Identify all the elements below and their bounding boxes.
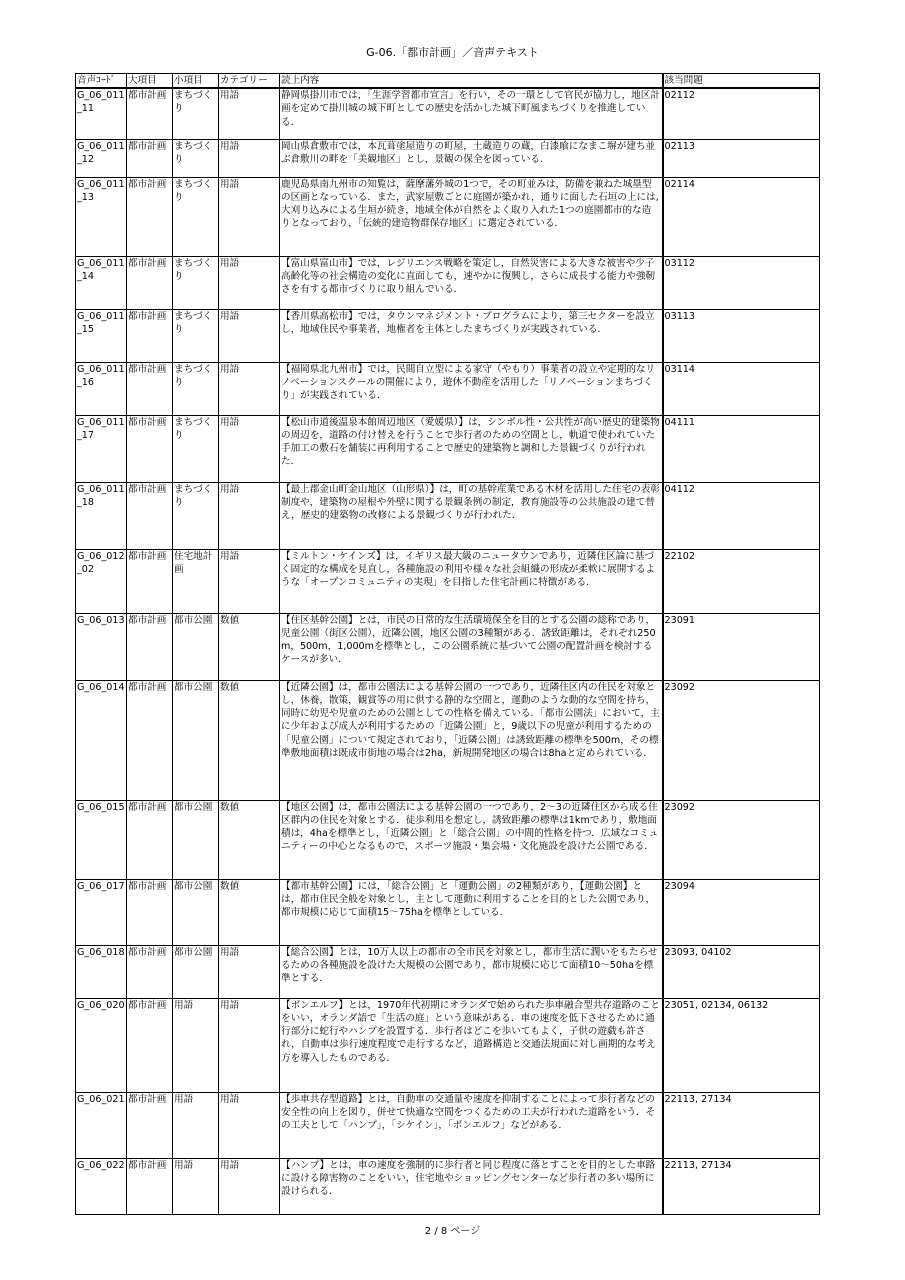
- cell-related-problem: 02113: [663, 139, 820, 177]
- cell-minor-item: 都市公園: [173, 800, 219, 879]
- cell-minor-item: まちづくり: [173, 139, 219, 177]
- cell-reading-content: 【ハンプ】とは，車の速度を強制的に歩行者と同じ程度に落とすことを目的とした車路に設ける障害物のことをいい，住宅地やショッピングセンターなど歩行者の多い場所に設けられる．: [280, 1158, 663, 1214]
- cell-reading-content: 【住区基幹公園】とは，市民の日常的な生活環境保全を目的とする公園の総称であり，児童公園（街区公園），近隣公園，地区公園の3種類がある．誘致距離は，それぞれ250m，500m，1,000mを標準とし，この公園系統に基づいて公園の配置計画を検討するケースが多い．: [280, 613, 663, 680]
- cell-major-item: 都市計画: [127, 139, 173, 177]
- cell-major-item: 都市計画: [127, 256, 173, 309]
- cell-category: 数値: [219, 680, 280, 800]
- table-row: [76, 415, 820, 482]
- cell-related-problem: 23091: [663, 613, 820, 680]
- cell-major-item: 都市計画: [127, 945, 173, 998]
- cell-related-problem: 23092: [663, 800, 820, 879]
- cell-related-problem: 22113, 27134: [663, 1092, 820, 1158]
- cell-minor-item: まちづくり: [173, 88, 219, 139]
- cell-minor-item: まちづくり: [173, 177, 219, 256]
- header-category: カテゴリー: [219, 74, 280, 89]
- header-reading-content: 読上内容: [280, 74, 663, 89]
- cell-major-item: 都市計画: [127, 998, 173, 1092]
- cell-reading-content: 【松山市道後温泉本館周辺地区（愛媛県）】は，シンボル性・公共性が高い歴史的建築物の周辺を，道路の付け替えを行うことで歩行者のための空間とし，軌道で使われていた手加工の敷石を舗装に再利用することで歴史的建築物と調和した景観づくりが行われた．: [280, 415, 663, 482]
- cell-major-item: 都市計画: [127, 88, 173, 139]
- cell-audio-code: G_06_011_13: [76, 177, 127, 256]
- cell-audio-code: G_06_011_14: [76, 256, 127, 309]
- table-row: [76, 1092, 820, 1158]
- table-row: [76, 482, 820, 549]
- cell-minor-item: 用語: [173, 1092, 219, 1158]
- cell-minor-item: 都市公園: [173, 613, 219, 680]
- table-row: [76, 309, 820, 362]
- table-row: [76, 549, 820, 613]
- cell-reading-content: 【ボンエルフ】とは，1970年代初期にオランダで始められた歩車融合型共存道路のことをいい，オランダ語で「生活の庭」という意味がある．車の速度を低下させるために通行部分に蛇行やハンプを設置する．歩行者はどこを歩いてもよく，子供の遊戯も許され，自動車は歩行速度程度で走行するなど，道路構造と交通法規面に対し画期的な考え方を導入したものである．: [280, 998, 663, 1092]
- cell-audio-code: G_06_015: [76, 800, 127, 879]
- cell-minor-item: まちづくり: [173, 482, 219, 549]
- table-row: [76, 362, 820, 415]
- table-row: [76, 1158, 820, 1214]
- cell-major-item: 都市計画: [127, 800, 173, 879]
- table-row: [76, 139, 820, 177]
- cell-reading-content: 鹿児島県南九州市の知覧は，薩摩藩外城の1つで，その町並みは，防備を兼ねた城塁型の区画となっている．また，武家屋敷ごとに庭園が築かれ，通りに面した石垣の上には,大刈り込みによる生垣が続き，地域全体が自然をよく取り入れた1つの庭園都市的な造りとなっており，「伝統的建造物群保存地区」に選定されている．: [280, 177, 663, 256]
- cell-audio-code: G_06_022: [76, 1158, 127, 1214]
- cell-major-item: 都市計画: [127, 1158, 173, 1214]
- cell-related-problem: 04111: [663, 415, 820, 482]
- cell-audio-code: G_06_014: [76, 680, 127, 800]
- cell-related-problem: 03113: [663, 309, 820, 362]
- cell-category: 用語: [219, 177, 280, 256]
- cell-audio-code: G_06_011_12: [76, 139, 127, 177]
- cell-reading-content: 【福岡県北九州市】では，民間自立型による家守（やもり）事業者の設立や定期的なリノベーションスクールの開催により，遊休不動産を活用した「リノベーションまちづくり」が実践されている．: [280, 362, 663, 415]
- header-related-problem: 該当問題: [663, 74, 820, 89]
- cell-major-item: 都市計画: [127, 415, 173, 482]
- cell-minor-item: まちづくり: [173, 415, 219, 482]
- table-row: [76, 800, 820, 879]
- cell-category: 数値: [219, 879, 280, 945]
- table-row: [76, 88, 820, 139]
- cell-major-item: 都市計画: [127, 482, 173, 549]
- cell-category: 用語: [219, 256, 280, 309]
- cell-related-problem: 23094: [663, 879, 820, 945]
- table-header-row: [76, 74, 820, 89]
- header-major-item: 大項目: [127, 74, 173, 89]
- cell-category: 数値: [219, 613, 280, 680]
- cell-major-item: 都市計画: [127, 1092, 173, 1158]
- cell-major-item: 都市計画: [127, 879, 173, 945]
- cell-category: 用語: [219, 482, 280, 549]
- cell-related-problem: 02112: [663, 88, 820, 139]
- cell-category: 用語: [219, 998, 280, 1092]
- cell-audio-code: G_06_012_02: [76, 549, 127, 613]
- cell-category: 用語: [219, 139, 280, 177]
- cell-minor-item: 用語: [173, 1158, 219, 1214]
- cell-reading-content: 【近隣公園】は，都市公園法による基幹公園の一つであり，近隣住区内の住民を対象とし，休養，散策，観賞等の用に供する静的な空間と，運動のような動的な空間を持ち，同時に幼児や児童のための公園としての性格を備えている．「都市公園法」において，主に少年および成人が利用するための「近隣公園」と，9歳以下の児童が利用するための「児童公園」について規定されており，「近隣公園」は誘致距離の標準を500m，その標準敷地面積は既成市街地の場合は2ha，新規開発地区の場合は8haと定められている．: [280, 680, 663, 800]
- cell-reading-content: 【歩車共存型道路】とは，自動車の交通量や速度を抑制することによって歩行者などの安全性の向上を図り，併せて快適な空間をつくるための工夫が行われた道路をいう．その工夫として「ハンプ」，「シケイン」，「ボンエルフ」などがある．: [280, 1092, 663, 1158]
- cell-audio-code: G_06_011_16: [76, 362, 127, 415]
- cell-minor-item: まちづくり: [173, 309, 219, 362]
- cell-major-item: 都市計画: [127, 309, 173, 362]
- cell-audio-code: G_06_021: [76, 1092, 127, 1158]
- cell-related-problem: 22102: [663, 549, 820, 613]
- cell-minor-item: 都市公園: [173, 879, 219, 945]
- cell-major-item: 都市計画: [127, 177, 173, 256]
- cell-minor-item: まちづくり: [173, 362, 219, 415]
- cell-reading-content: 【総合公園】とは，10万人以上の都市の全市民を対象とし，都市生活に潤いをもたらせるための各種施設を設けた大規模の公園であり，都市規模に応じて面積10～50haを標準とする．: [280, 945, 663, 998]
- cell-category: 用語: [219, 1158, 280, 1214]
- table-row: [76, 998, 820, 1092]
- cell-audio-code: G_06_020: [76, 998, 127, 1092]
- cell-related-problem: 22113, 27134: [663, 1158, 820, 1214]
- cell-audio-code: G_06_011_17: [76, 415, 127, 482]
- cell-reading-content: 静岡県掛川市では，「生涯学習都市宣言」を行い，その一環として官民が協力し，地区計画を定めて掛川城の城下町としての歴史を活かした城下町風まちづくりを推進している．: [280, 88, 663, 139]
- table-row: [76, 945, 820, 998]
- cell-reading-content: 【ミルトン・ケインズ】は，イギリス最大級のニュータウンであり，近隣住区論に基づく固定的な構成を見直し，各種施設の利用や様々な社会組織の形成が柔軟に展開するような「オープンコミュニティの実現」を目指した住宅計画に特徴がある．: [280, 549, 663, 613]
- cell-minor-item: 用語: [173, 998, 219, 1092]
- cell-related-problem: 04112: [663, 482, 820, 549]
- header-minor-item: 小項目: [173, 74, 219, 89]
- table-row: [76, 879, 820, 945]
- cell-audio-code: G_06_017: [76, 879, 127, 945]
- cell-reading-content: 【香川県高松市】では，タウンマネジメント・プログラムにより，第三セクターを設立し，地域住民や事業者，地権者を主体としたまちづくりが実践されている．: [280, 309, 663, 362]
- cell-major-item: 都市計画: [127, 362, 173, 415]
- cell-major-item: 都市計画: [127, 613, 173, 680]
- cell-category: 数値: [219, 800, 280, 879]
- page-number: 2 / 8 ページ: [424, 1226, 481, 1237]
- cell-reading-content: 岡山県倉敷市では，本瓦葺塗屋造りの町屋，土蔵造りの蔵，白漆喰になまこ塀が建ち並ぶ倉敷川の畔を「美観地区」とし，景観の保全を図っている．: [280, 139, 663, 177]
- cell-category: 用語: [219, 1092, 280, 1158]
- cell-reading-content: 【都市基幹公園】には，「総合公園」と「運動公園」の2種類があり，【運動公園】とは，都市住民全般を対象とし，主として運動に利用することを目的とした公園であり，都市規模に応じて面積15～75haを標準としている．: [280, 879, 663, 945]
- cell-category: 用語: [219, 549, 280, 613]
- cell-reading-content: 【最上郡金山町金山地区（山形県）】は，町の基幹産業である木材を活用した住宅の表彰制度や，建築物の屋根や外壁に関する景観条例の制定，教育施設等の公共施設の建て替え，歴史的建築物の改修による景観づくりが行われた．: [280, 482, 663, 549]
- cell-related-problem: 23093, 04102: [663, 945, 820, 998]
- cell-audio-code: G_06_011_15: [76, 309, 127, 362]
- table-row: [76, 613, 820, 680]
- cell-category: 用語: [219, 309, 280, 362]
- document-title: G-06.「都市計画」／音声テキスト: [366, 46, 539, 59]
- cell-reading-content: 【地区公園】は，都市公園法による基幹公園の一つであり，2～3の近隣住区から成る住区群内の住民を対象とする．徒歩利用を想定し，誘致距離の標準は1kmであり，敷地面積は，4haを標準とし，「近隣公園」と「総合公園」の中間的性格を持つ．広域なコミュニティーの中心となるもので，スポーツ施設・集会場・文化施設を設けた公園である．: [280, 800, 663, 879]
- cell-category: 用語: [219, 362, 280, 415]
- cell-category: 用語: [219, 88, 280, 139]
- table-row: [76, 256, 820, 309]
- header-audio-code: 音声ｺｰﾄﾞ: [76, 74, 127, 89]
- cell-audio-code: G_06_011_18: [76, 482, 127, 549]
- table-row: [76, 680, 820, 800]
- cell-related-problem: 03114: [663, 362, 820, 415]
- cell-related-problem: 03112: [663, 256, 820, 309]
- cell-audio-code: G_06_018: [76, 945, 127, 998]
- cell-audio-code: G_06_011_11: [76, 88, 127, 139]
- cell-minor-item: 都市公園: [173, 680, 219, 800]
- cell-category: 用語: [219, 945, 280, 998]
- cell-reading-content: 【富山県富山市】では，レジリエンス戦略を策定し，自然災害による大きな被害や少子高齢化等の社会構造の変化に直面しても，速やかに復興し，さらに成長する能力や強靭さを有する都市づくりに取り組んでいる．: [280, 256, 663, 309]
- cell-related-problem: 23092: [663, 680, 820, 800]
- cell-related-problem: 23051, 02134, 06132: [663, 998, 820, 1092]
- cell-related-problem: 02114: [663, 177, 820, 256]
- audio-text-table: [75, 73, 820, 1215]
- cell-audio-code: G_06_013: [76, 613, 127, 680]
- cell-minor-item: 住宅地計画: [173, 549, 219, 613]
- cell-minor-item: まちづくり: [173, 256, 219, 309]
- cell-category: 用語: [219, 415, 280, 482]
- cell-minor-item: 都市公園: [173, 945, 219, 998]
- table-row: [76, 177, 820, 256]
- cell-major-item: 都市計画: [127, 549, 173, 613]
- cell-major-item: 都市計画: [127, 680, 173, 800]
